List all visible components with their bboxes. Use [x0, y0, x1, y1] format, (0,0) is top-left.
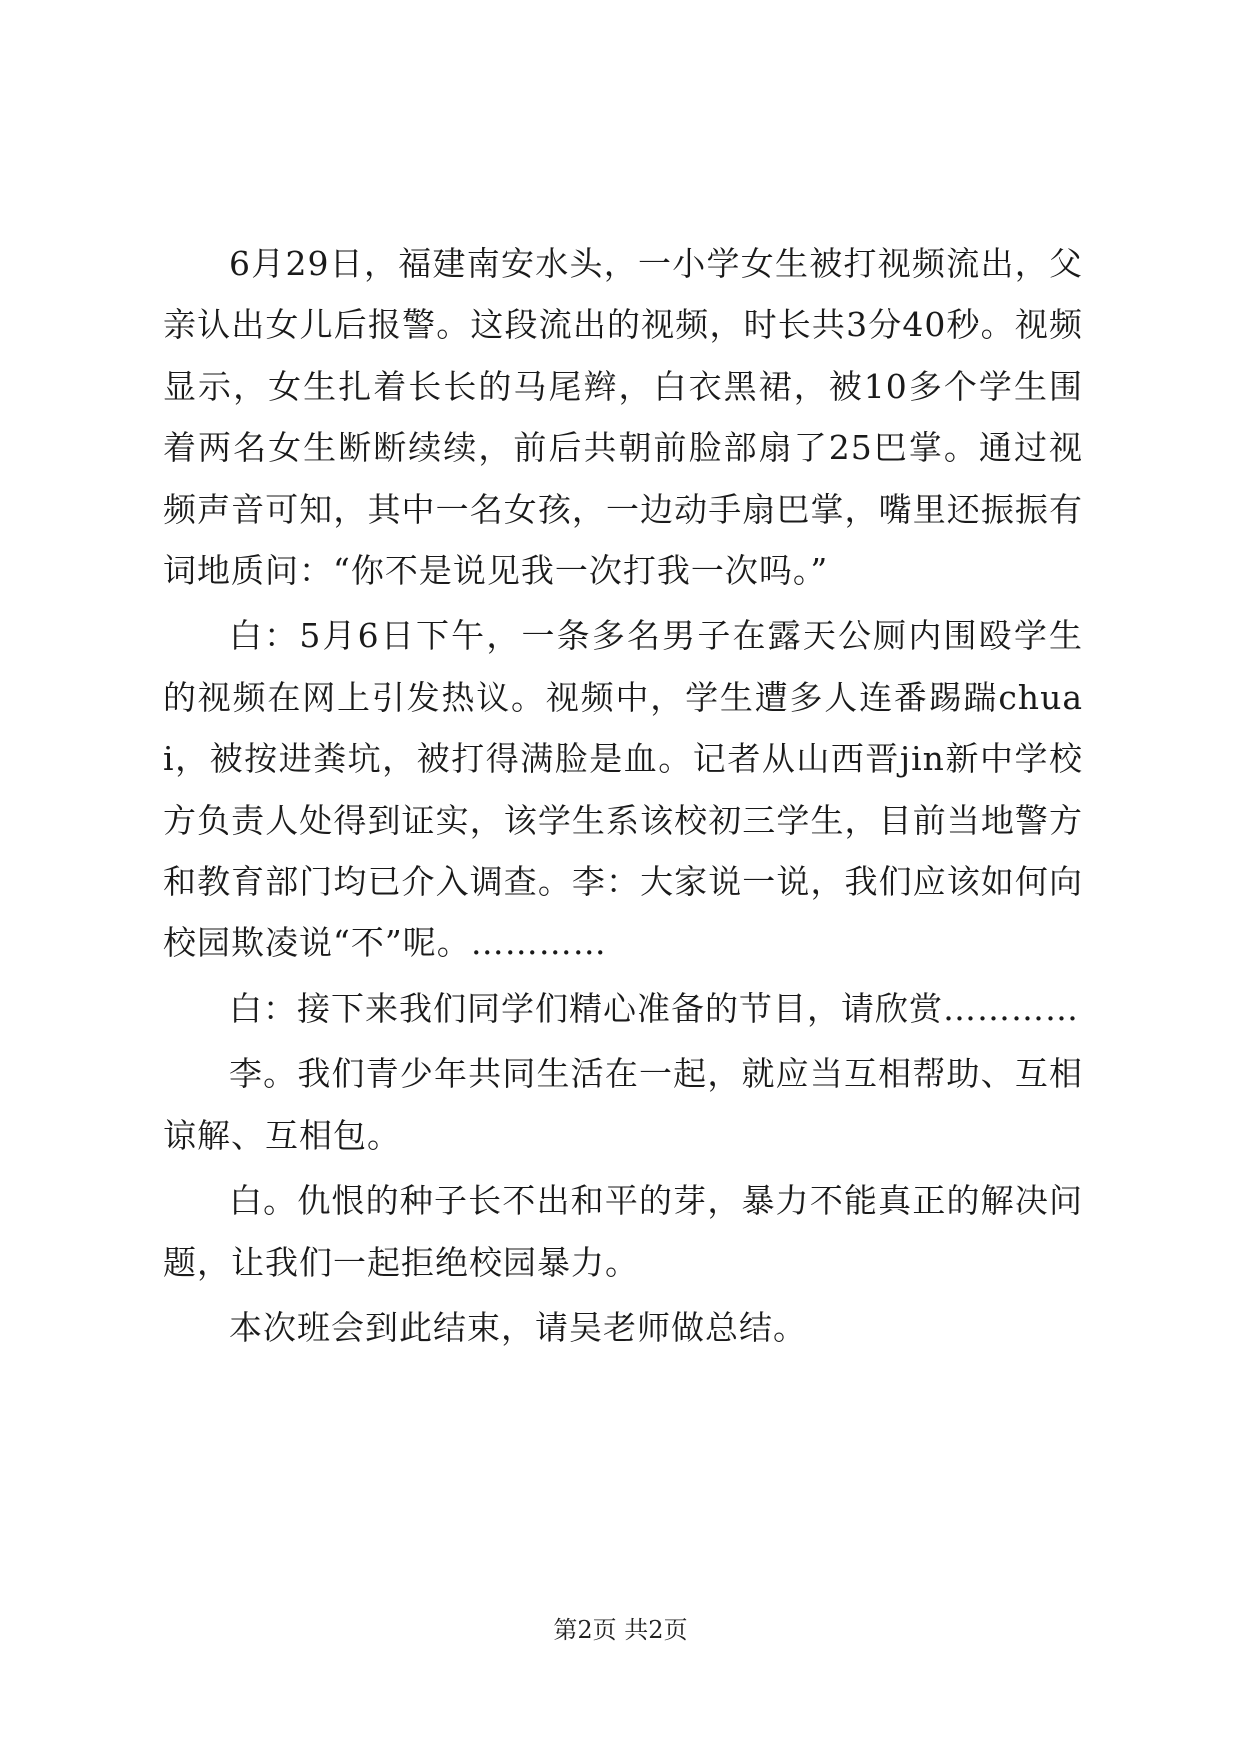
- paragraph-closing: 本次班会到此结束，请吴老师做总结。: [229, 1307, 807, 1347]
- paragraph-video-report-1: 6月29日，福建南安水头，一小学女生被打视频流出，父亲认出女儿后报警。这段流出的视频，时长共3分40秒。视频显示，女生扎着长长的马尾辫，白衣黑裙，被10多个学生围着两名女生断断续续，前后共朝前脸部扇了25巴掌。通过视频声音可知，其中一名女孩，一边动手扇巴掌，嘴里还振振有词地质问：“你不是说见我一次打我一次吗。”: [163, 244, 1083, 591]
- paragraph-mutual-help: 李。我们青少年共同生活在一起，就应当互相帮助、互相谅解、互相包。: [163, 1054, 1083, 1155]
- paragraph-program-intro: 白：接下来我们同学们精心准备的节目，请欣赏…………: [229, 988, 1079, 1028]
- page-number-footer: 第2页 共2页: [553, 1616, 688, 1644]
- document-body: [163, 233, 1083, 1362]
- paragraph-reject-violence: 白。仇恨的种子长不出和平的芽，暴力不能真正的解决问题，让我们一起拒绝校园暴力。: [163, 1181, 1083, 1282]
- paragraph-video-report-2: 白：5月6日下午，一条多名男子在露天公厕内围殴学生的视频在网上引发热议。视频中，学生遭多人连番踢踹chuai，被按进粪坑，被打得满脸是血。记者从山西晋jin新中学校方负责人处得到证实，该学生系该校初三学生，目前当地警方和教育部门均已介入调查。李：大家说一说，我们应该如何向校园欺凌说“不”呢。…………: [163, 616, 1083, 963]
